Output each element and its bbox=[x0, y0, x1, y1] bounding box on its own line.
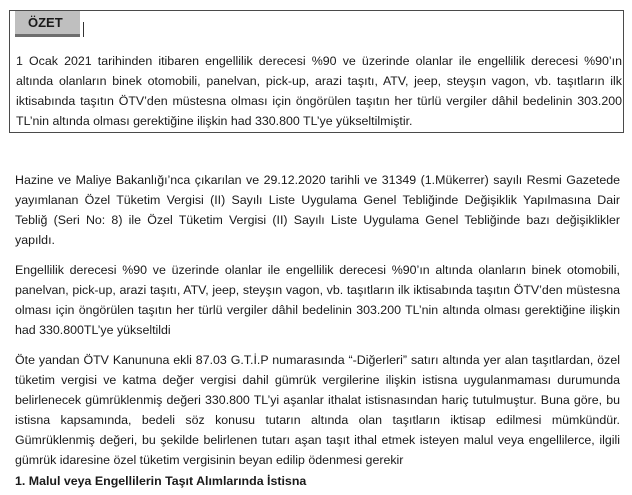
section-heading: 1. Malul veya Engellilerin Taşıt Alımlarında İstisna bbox=[15, 474, 307, 488]
summary-tab: ÖZET bbox=[15, 11, 80, 37]
paragraph-3: Öte yandan ÖTV Kanununa ekli 87.03 G.T.İ.P numarasında “-Diğerleri” satırı altında yer alan taşıtlardan, özel tüketim vergisi ve katma değer vergisi dahil gümrük vergilerine ilişkin istisna uygulanmaması durumunda belirlenecek gümrüklenmiş değeri 330.800 TL’yi aşanlar ithalat istisnasından hariç tutulmuştur. Buna göre, bu istisna kapsamında, bedeli söz konusu tutarın altında olan taşıtların iktisap edilmesi mümkündür. Gümrüklenmiş değeri, bu şekilde belirlenen tutarı aşan taşıt ithal etmek isteyen malul veya engellilerce, ilgili gümrük idaresine özel tüketim vergisinin beyan edilip ödenmesi gerekir bbox=[15, 353, 620, 467]
summary-text: 1 Ocak 2021 tarihinden itibaren engellilik derecesi %90 ve üzerinde olanlar ile engellilik derecesi %90’ın altında olanların binek otomobili, panelvan, pick-up, arazi taşıtı, ATV, jeep, steyşın vagon, vb. taşıtların ilk iktisabında taşıtın ÖTV’den müstesna olması için öngörülen taşıtın her türlü vergiler dâhil bedelinin 303.200 TL’nin altında olması gerektiğine ilişkin had 330.800 TL’ye yükseltilmiştir. bbox=[16, 54, 622, 128]
text-cursor bbox=[83, 22, 84, 37]
summary-box bbox=[9, 10, 624, 133]
paragraph-2: Engellilik derecesi %90 ve üzerinde olanlar ile engellilik derecesi %90’ın altında olanların binek otomobili, panelvan, pick-up, arazi taşıtı, ATV, jeep, steyşın vagon, vb. taşıtların ilk iktisabında taşıtın ÖTV’den müstesna olması için öngörülen taşıtın her türlü vergiler dâhil bedelinin 303.200 TL’nin altında olması gerektiğine ilişkin had 330.800TL’ye yükseltildi bbox=[15, 263, 620, 337]
paragraph-1: Hazine ve Maliye Bakanlığı’nca çıkarılan ve 29.12.2020 tarihli ve 31349 (1.Mükerrer) sayılı Resmi Gazetede yayımlanan Özel Tüketim Vergisi (II) Sayılı Liste Uygulama Genel Tebliğinde Değişiklik Yapılmasına Dair Tebliğ (Seri No: 8) ile Özel Tüketim Vergisi (II) Sayılı Liste Uygulama Genel Tebliğinde bazı değişiklikler yapıldı. bbox=[15, 173, 620, 247]
